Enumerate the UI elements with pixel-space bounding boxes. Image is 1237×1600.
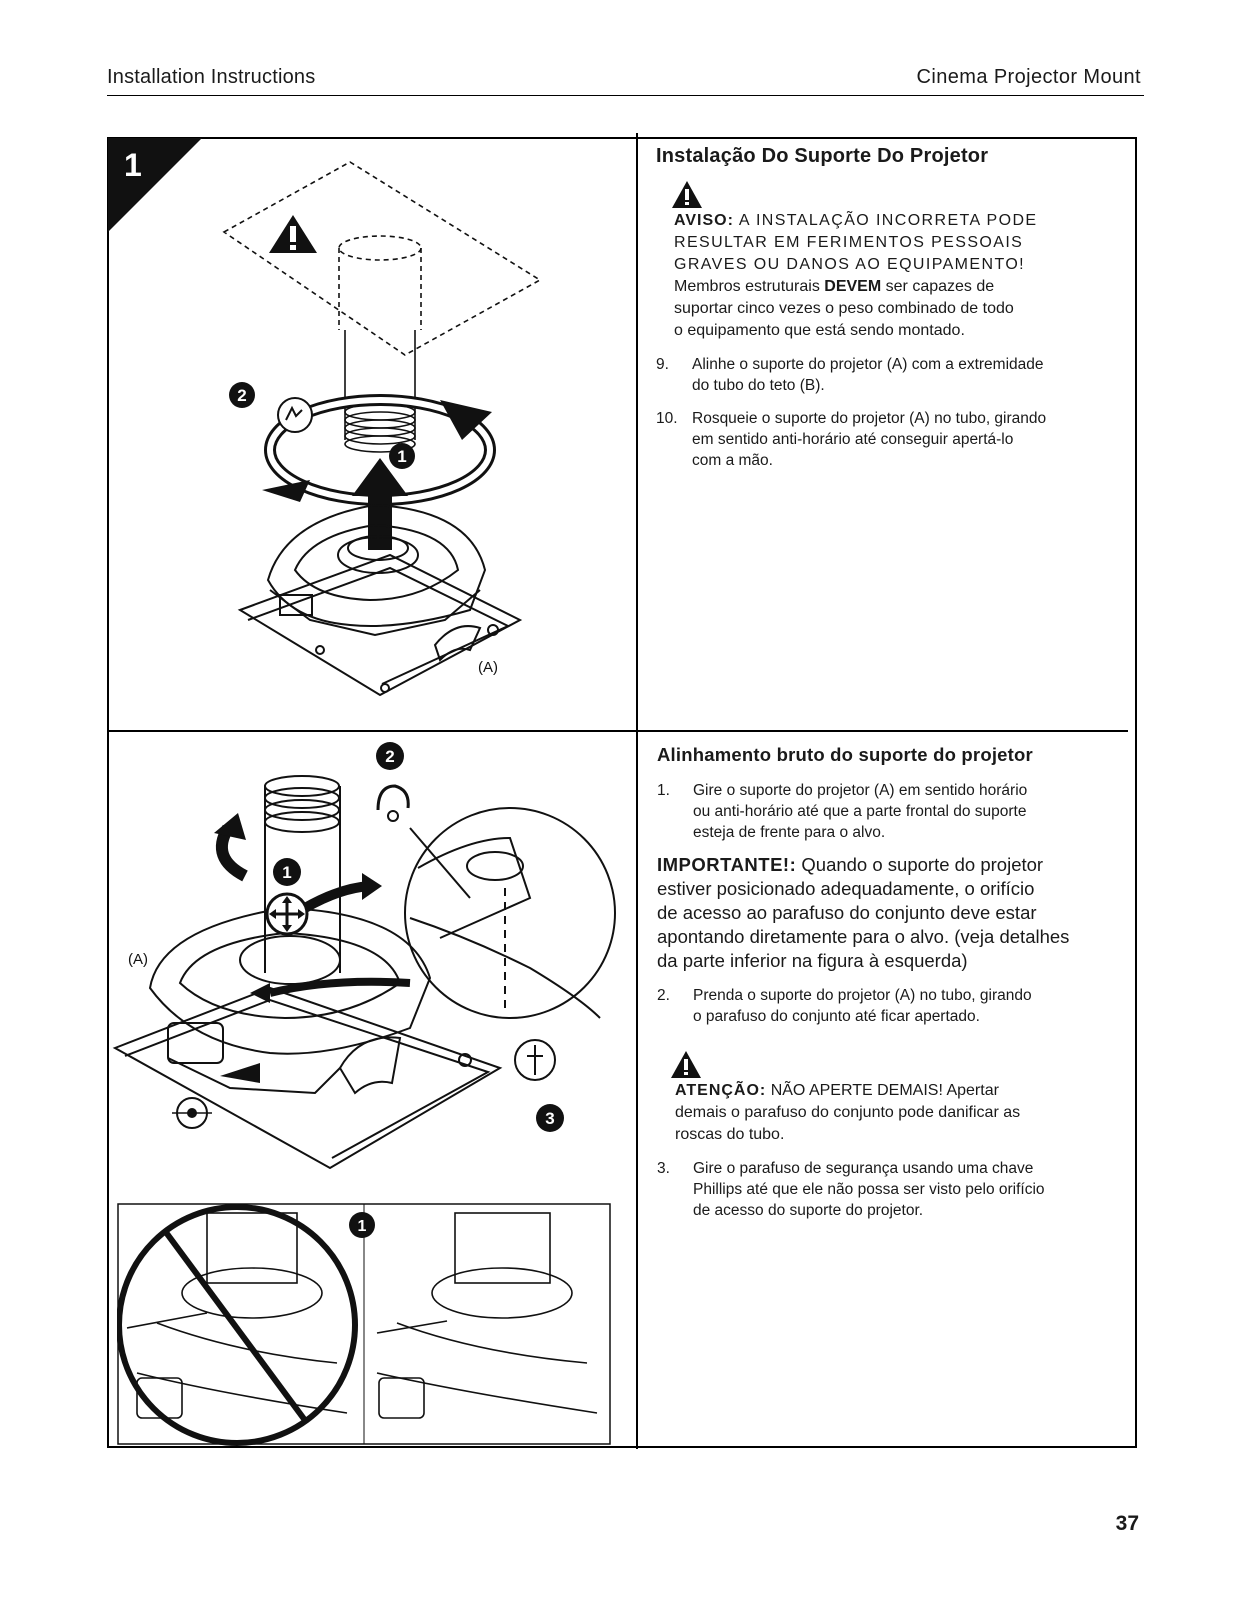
warning-caps-line2: RESULTAR EM FERIMENTOS PESSOAIS (674, 234, 1024, 251)
caution-label: ATENÇÃO: (675, 1082, 767, 1099)
prohibited-icon (119, 1207, 355, 1443)
section-install-panel (656, 145, 1126, 471)
figure-inset-comparison (117, 1203, 612, 1446)
alignment-step-1 (657, 780, 1127, 843)
install-step-9 (656, 354, 1126, 396)
warning-body-line2: suportar cinco vezes o peso combinado de todo (674, 300, 1014, 317)
step-line: Prenda o suporte do projetor (A) no tubo, girando (693, 987, 1032, 1004)
figure1-label-a: (A) (478, 659, 498, 676)
warning-caps-line3: GRAVES OU DANOS AO EQUIPAMENTO! (674, 256, 1026, 273)
alignment-step-3 (657, 1158, 1127, 1221)
warning-triangle-icon (672, 181, 702, 208)
step-badge-number: 1 (124, 147, 142, 183)
step-line: do tubo do teto (B). (692, 377, 825, 394)
header-title-right: Cinema Projector Mount (916, 66, 1141, 88)
row-divider (108, 730, 1128, 732)
warning-triangle-icon (269, 215, 317, 253)
step-line: com a mão. (692, 452, 773, 469)
hand-turn-icon (378, 786, 408, 821)
install-step-10 (656, 408, 1126, 471)
install-warning (674, 210, 1126, 342)
header-rule (107, 95, 1144, 96)
header-title-left: Installation Instructions (107, 66, 316, 88)
important-line2: estiver posicionado adequadamente, o orifício (657, 878, 1035, 899)
step-line: em sentido anti-horário até conseguir apertá-lo (692, 431, 1014, 448)
front-arrow-icon (220, 1063, 260, 1083)
important-line1: Quando o suporte do projetor (801, 854, 1044, 875)
figure2-label-a: (A) (128, 951, 148, 968)
step-line: ou anti-horário até que a parte frontal do suporte (693, 803, 1027, 820)
step-line: Phillips até que ele não possa ser visto pelo orifício (693, 1181, 1045, 1198)
section-alignment-panel (657, 744, 1127, 1221)
warning-body-after: ser capazes de (885, 278, 995, 295)
caution-line3: roscas do tubo. (675, 1126, 785, 1143)
important-label: IMPORTANTE!: (657, 854, 797, 875)
figure1-callout-1: 1 (397, 447, 407, 466)
step-line: Rosqueie o suporte do projetor (A) no tubo, girando (692, 410, 1047, 427)
warning-caps-line1: A INSTALAÇÃO INCORRETA PODE (738, 212, 1038, 229)
column-divider (636, 133, 638, 1449)
alignment-caution (675, 1080, 1127, 1146)
hand-turn-icon (278, 398, 312, 432)
step-line: esteja de frente para o alvo. (693, 824, 886, 841)
figure2-callout-2: 2 (385, 747, 395, 766)
target-icon (172, 1098, 212, 1128)
figure2-callout-1: 1 (282, 863, 292, 882)
warning-body-line3: o equipamento que está sendo montado. (674, 322, 965, 339)
step-number: 3. (657, 1160, 670, 1177)
warning-body-before: Membros estruturais (674, 278, 820, 295)
section-install-title: Instalação Do Suporte Do Projetor (656, 145, 989, 167)
warning-triangle-icon (671, 1051, 701, 1078)
step-number: 10. (656, 410, 678, 427)
figure-ceiling-install (200, 150, 630, 720)
important-note (657, 853, 1127, 973)
step-line: Gire o suporte do projetor (A) em sentido horário (693, 782, 1028, 799)
caution-line1: NÃO APERTE DEMAIS! Apertar (770, 1082, 999, 1099)
step-number: 1. (657, 782, 670, 799)
warning-label: AVISO: (674, 212, 734, 229)
screwdriver-icon (515, 1040, 555, 1080)
alignment-step-2 (657, 985, 1127, 1027)
move-icon (267, 894, 307, 934)
page-number: 37 (1115, 1512, 1139, 1535)
important-line5: da parte inferior na figura à esquerda) (657, 950, 968, 971)
step-line: o parafuso do conjunto até ficar apertado. (693, 1008, 980, 1025)
step-line: de acesso do suporte do projetor. (693, 1202, 924, 1219)
step-line: Alinhe o suporte do projetor (A) com a extremidade (692, 356, 1044, 373)
important-line4: apontando diretamente para o alvo. (veja detalhes (657, 926, 1070, 947)
section-alignment-title: Alinhamento bruto do suporte do projetor (657, 744, 1033, 765)
caution-line2: demais o parafuso do conjunto pode danificar as (675, 1104, 1021, 1121)
figure-rough-alignment (110, 738, 630, 1190)
step-line: Gire o parafuso de segurança usando uma chave (693, 1160, 1034, 1177)
figure1-callout-2: 2 (237, 386, 247, 405)
inset-callout-1: 1 (357, 1218, 367, 1235)
step-badge (108, 138, 203, 233)
step-number: 2. (657, 987, 670, 1004)
step-number: 9. (656, 356, 669, 373)
figure2-callout-3: 3 (545, 1109, 555, 1128)
warning-body-bold: DEVEM (824, 278, 882, 295)
important-line3: de acesso ao parafuso do conjunto deve estar (657, 902, 1037, 923)
